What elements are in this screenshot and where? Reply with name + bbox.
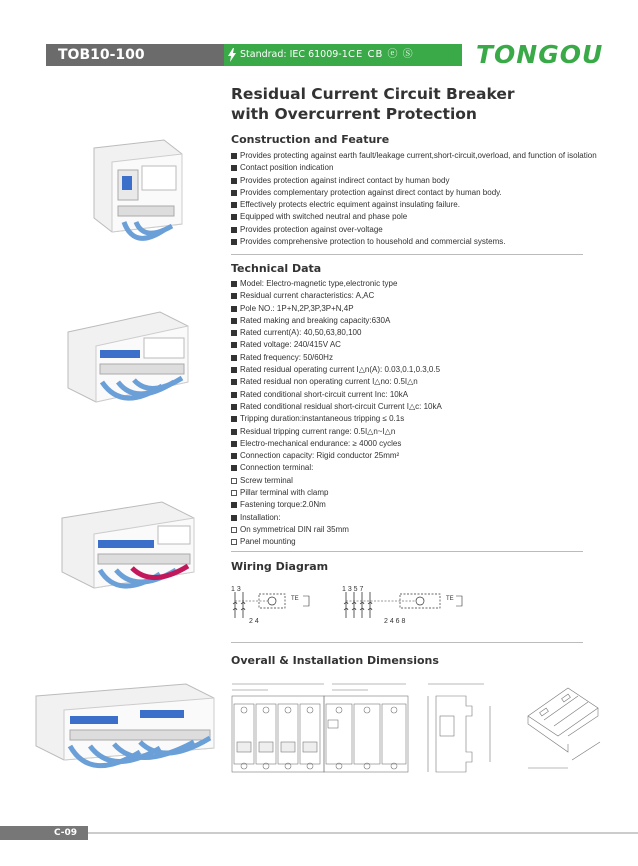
spec-item: Rated conditional short-circuit current Inc: 10kA (231, 389, 591, 401)
bullet-square-icon (231, 227, 237, 233)
svg-text:TE: TE (291, 596, 299, 602)
bullet-square-icon (231, 178, 237, 184)
standard-text: Standrad: IEC 61009-1 (240, 49, 348, 60)
spec-item: Connection terminal: (231, 462, 591, 474)
spec-item: Rated conditional residual short-circuit Current I△c: 10kA (231, 401, 591, 413)
divider (231, 551, 583, 552)
bullet-square-icon (231, 214, 237, 220)
checkbox-empty-icon (231, 539, 237, 545)
bullet-square-icon (231, 239, 237, 245)
feature-item: Equipped with switched neutral and phase pole (231, 211, 591, 223)
spec-item: Rated residual operating current I△n(A): 0.03,0.1,0.3,0.5 (231, 364, 591, 376)
bullet-square-icon (231, 306, 237, 312)
bullet-square-icon (231, 453, 237, 459)
bullet-square-icon (231, 318, 237, 324)
bullet-square-icon (231, 281, 237, 287)
feature-item: Provides protection against indirect contact by human body (231, 175, 591, 187)
spec-item: Rated voltage: 240/415V AC (231, 339, 591, 351)
bullet-square-icon (231, 342, 237, 348)
spec-item: Rated frequency: 50/60Hz (231, 352, 591, 364)
svg-text:TE: TE (446, 596, 454, 602)
spec-item: Connection capacity: Rigid conductor 25mm² (231, 450, 591, 462)
certification-marks: CE CB ⓔ Ⓢ (348, 49, 414, 60)
bullet-square-icon (231, 355, 237, 361)
divider (231, 254, 583, 255)
spec-item: Screw terminal (231, 475, 591, 487)
model-tab: TOB10-100 (46, 44, 224, 66)
spec-item: Rated residual non operating current I△no: 0.5I△n (231, 376, 591, 388)
brand-logo: TONGOU (476, 40, 604, 69)
product-photo-4p (62, 302, 196, 412)
bullet-square-icon (231, 379, 237, 385)
header-bar (0, 40, 638, 69)
wiring-heading: Wiring Diagram (231, 560, 329, 573)
construction-heading: Construction and Feature (231, 133, 390, 146)
page-title (231, 84, 551, 124)
spec-item: Tripping duration:instantaneous tripping ≤ 0.1s (231, 413, 591, 425)
svg-text:1 3 5 7: 1 3 5 7 (342, 586, 364, 593)
bullet-square-icon (231, 202, 237, 208)
feature-item: Provides comprehensive protection to household and commercial systems. (231, 236, 591, 248)
svg-text:2 4: 2 4 (249, 618, 259, 625)
standard-strip (224, 44, 462, 66)
feature-item: Contact position indication (231, 162, 591, 174)
spec-item: Panel mounting (231, 536, 591, 548)
svg-text:1 3: 1 3 (231, 586, 241, 593)
footer-line (88, 832, 638, 834)
bullet-square-icon (231, 367, 237, 373)
checkbox-empty-icon (231, 478, 237, 484)
dimensions-heading: Overall & Installation Dimensions (231, 654, 439, 667)
technical-list (231, 278, 591, 549)
feature-item: Provides complementary protection against direct contact by human body. (231, 187, 591, 199)
bullet-square-icon (231, 404, 237, 410)
wiring-diagram-2p (229, 582, 329, 626)
lightning-icon (228, 48, 236, 62)
checkbox-empty-icon (231, 490, 237, 496)
bullet-square-icon (231, 502, 237, 508)
bullet-square-icon (231, 416, 237, 422)
spec-item: Pole NO.: 1P+N,2P,3P,3P+N,4P (231, 303, 591, 315)
bullet-square-icon (231, 153, 237, 159)
title-line-2: with Overcurrent Protection (231, 105, 477, 123)
bullet-square-icon (231, 429, 237, 435)
spec-item: Installation: (231, 512, 591, 524)
product-photo-rcbo-set (30, 680, 220, 790)
spec-item: Model: Electro-magnetic type,electronic type (231, 278, 591, 290)
feature-item: Effectively protects electric equiment against insulating failure. (231, 199, 591, 211)
spec-item: Electro-mechanical endurance: ≥ 4000 cycles (231, 438, 591, 450)
product-photo-3p-n (56, 498, 206, 602)
dimension-drawings (228, 676, 628, 780)
page-number: C-09 (0, 826, 88, 840)
spec-item: Residual current characteristics: A,AC (231, 290, 591, 302)
product-photo-2p (74, 130, 194, 248)
feature-item: Provides protection against over-voltage (231, 224, 591, 236)
bullet-square-icon (231, 465, 237, 471)
spec-item: On symmetrical DIN rail 35mm (231, 524, 591, 536)
wiring-diagram-4p (340, 582, 470, 626)
checkbox-empty-icon (231, 527, 237, 533)
bullet-square-icon (231, 330, 237, 336)
bullet-square-icon (231, 190, 237, 196)
spec-item: Fastening torque:2.0Nm (231, 499, 591, 511)
bullet-square-icon (231, 293, 237, 299)
svg-text:2 4 6 8: 2 4 6 8 (384, 618, 406, 625)
spec-item: Rated making and breaking capacity:630A (231, 315, 591, 327)
divider (231, 642, 583, 643)
title-line-1: Residual Current Circuit Breaker (231, 85, 515, 103)
construction-list (231, 150, 597, 248)
bullet-square-icon (231, 165, 237, 171)
bullet-square-icon (231, 392, 237, 398)
bullet-square-icon (231, 515, 237, 521)
spec-item: Residual tripping current range: 0.5I△n~I△n (231, 426, 591, 438)
bullet-square-icon (231, 441, 237, 447)
feature-item: Provides protecting against earth fault/leakage current,short-circuit,overload, and function of isolation (231, 150, 591, 162)
spec-item: Rated current(A): 40,50,63,80,100 (231, 327, 591, 339)
spec-item: Pillar terminal with clamp (231, 487, 591, 499)
technical-heading: Technical Data (231, 262, 322, 275)
